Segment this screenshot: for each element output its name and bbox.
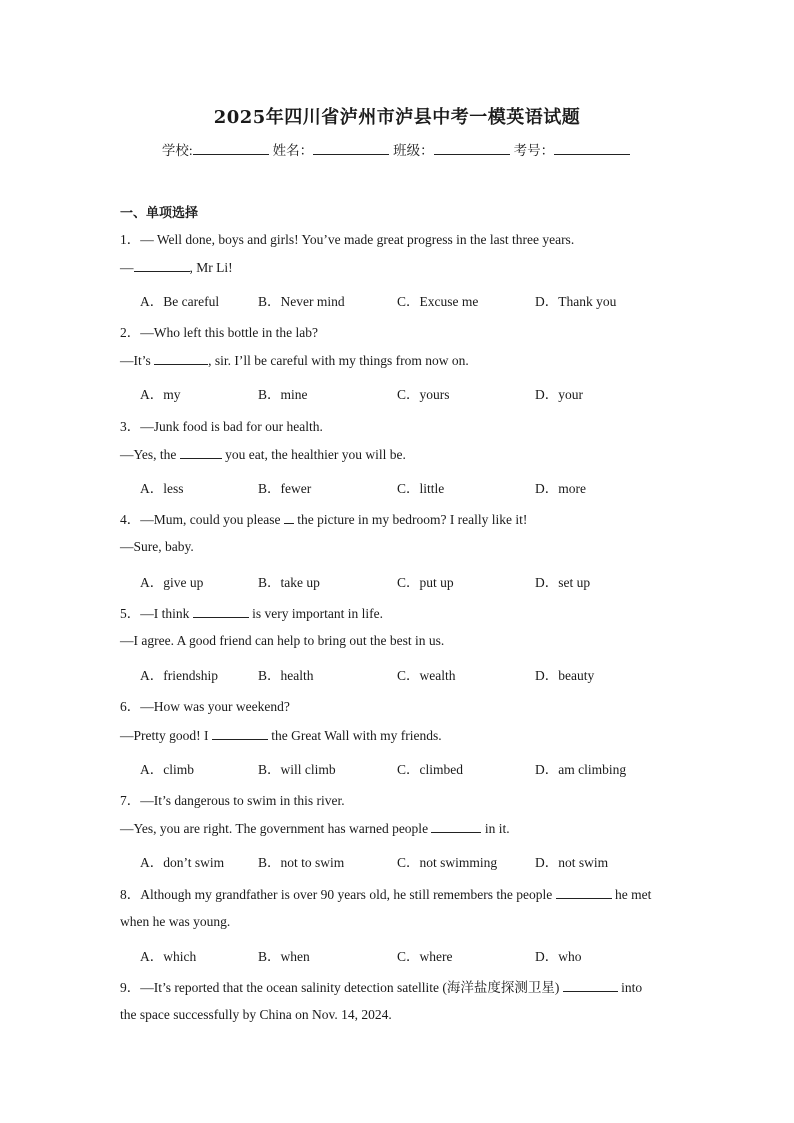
reply-text: —Yes, the xyxy=(120,447,180,462)
option-a[interactable]: A．my xyxy=(140,387,181,402)
question-2-stem xyxy=(120,321,318,341)
question-6-text: 6．—How was your weekend? xyxy=(120,699,290,714)
question-5-text-end: is very important in life. xyxy=(248,606,383,621)
option-c[interactable]: C．not swimming xyxy=(397,855,498,870)
page-title: 2025年四川省泸州市泸县中考一模英语试题 xyxy=(213,107,581,128)
option-c[interactable]: C．Excuse me xyxy=(397,294,479,309)
question-1-stem xyxy=(120,228,574,248)
option-b[interactable]: B．when xyxy=(258,949,310,964)
answer-blank[interactable] xyxy=(563,979,618,992)
option-b[interactable]: B．fewer xyxy=(258,481,312,496)
question-7-text: 7．—It’s dangerous to swim in this river. xyxy=(120,793,345,808)
reply-text-end: you eat, the healthier you will be. xyxy=(221,447,406,462)
option-d[interactable]: D．not swim xyxy=(535,855,609,870)
option-b[interactable]: B．will climb xyxy=(258,762,336,777)
question-2-text: 2．—Who left this bottle in the lab? xyxy=(120,325,318,340)
exam-no-blank[interactable] xyxy=(554,141,630,155)
question-1-text: 1．— Well done, boys and girls! You’ve made great progress in the last three years. xyxy=(120,232,575,247)
option-c[interactable]: C．where xyxy=(397,949,453,964)
reply-text: —Sure, baby. xyxy=(120,539,194,554)
question-9-text-cont: the space successfully by China on Nov. 14, 2024. xyxy=(120,1007,392,1022)
reply-text: —Pretty good! I xyxy=(120,728,212,743)
answer-blank[interactable] xyxy=(193,605,249,618)
reply-text: —It’s xyxy=(120,353,155,368)
section-heading: 一、单项选择 xyxy=(120,206,199,221)
option-d[interactable]: D．Thank you xyxy=(535,294,617,309)
question-8-text-end: he met xyxy=(611,887,652,902)
option-c[interactable]: C．put up xyxy=(397,575,454,590)
question-7-reply xyxy=(120,820,510,837)
answer-blank[interactable] xyxy=(212,727,268,740)
question-2-reply xyxy=(120,352,469,369)
question-6-stem xyxy=(120,695,290,715)
option-d[interactable]: D．more xyxy=(535,481,586,496)
option-b[interactable]: B．Never mind xyxy=(258,294,345,309)
option-b[interactable]: B．not to swim xyxy=(258,855,345,870)
question-9-continuation xyxy=(120,1007,392,1023)
answer-blank[interactable] xyxy=(556,886,612,899)
school-label: 学校: xyxy=(161,143,193,158)
reply-text: — xyxy=(120,260,134,275)
exam-no-label: 考号： xyxy=(513,143,555,158)
question-4-stem xyxy=(120,508,527,528)
reply-text: —I agree. A good friend can help to bring out the best in us. xyxy=(120,633,445,648)
option-a[interactable]: A．don’t swim xyxy=(140,855,225,870)
option-b[interactable]: B．mine xyxy=(258,387,308,402)
reply-text-end: in it. xyxy=(481,821,510,836)
question-5-reply xyxy=(120,633,444,649)
option-c[interactable]: C．yours xyxy=(397,387,450,402)
name-blank[interactable] xyxy=(313,141,389,155)
reply-text-end: the Great Wall with my friends. xyxy=(267,728,442,743)
answer-blank[interactable] xyxy=(431,820,481,833)
question-5-text: 5．—I think xyxy=(120,606,193,621)
question-3-stem xyxy=(120,415,323,435)
answer-blank[interactable] xyxy=(180,446,222,459)
question-8-stem xyxy=(120,883,651,903)
answer-blank[interactable] xyxy=(284,511,294,524)
option-a[interactable]: A．which xyxy=(140,949,197,964)
option-a[interactable]: A．climb xyxy=(140,762,194,777)
option-b[interactable]: B．health xyxy=(258,668,314,683)
answer-blank[interactable] xyxy=(134,259,190,272)
question-9-stem xyxy=(120,976,642,996)
question-3-reply xyxy=(120,446,406,463)
option-c[interactable]: C．climbed xyxy=(397,762,463,777)
name-label: 姓名： xyxy=(272,143,314,158)
reply-text-end: , sir. I’ll be careful with my things from now on. xyxy=(208,353,469,368)
school-blank[interactable] xyxy=(193,141,269,155)
reply-text-end: , Mr Li! xyxy=(189,260,233,275)
question-8-text: 8．Although my grandfather is over 90 years old, he still remembers the people xyxy=(120,887,556,902)
class-label: 班级： xyxy=(393,143,434,158)
question-9-text-end: into xyxy=(617,980,643,995)
question-1-reply xyxy=(120,259,233,276)
option-a[interactable]: A．Be careful xyxy=(140,294,220,309)
question-3-text: 3．—Junk food is bad for our health. xyxy=(120,419,323,434)
class-blank[interactable] xyxy=(434,141,510,155)
student-info-row xyxy=(0,139,794,159)
question-8-text-cont: when he was young. xyxy=(120,914,231,929)
option-a[interactable]: A．friendship xyxy=(140,668,218,683)
question-6-reply xyxy=(120,727,442,744)
option-a[interactable]: A．less xyxy=(140,481,184,496)
option-c[interactable]: C．wealth xyxy=(397,668,456,683)
question-4-text-end: the picture in my bedroom? I really like it! xyxy=(293,512,528,527)
option-b[interactable]: B．take up xyxy=(258,575,320,590)
answer-blank[interactable] xyxy=(154,352,208,365)
question-4-text: 4．—Mum, could you please xyxy=(120,512,284,527)
option-d[interactable]: D．set up xyxy=(535,575,591,590)
question-5-stem xyxy=(120,602,383,622)
question-7-stem xyxy=(120,789,345,809)
option-d[interactable]: D．beauty xyxy=(535,668,595,683)
question-9-text: 9．—It’s reported that the ocean salinity detection satellite (海洋盐度探测卫星) xyxy=(120,980,563,995)
option-d[interactable]: D．your xyxy=(535,387,583,402)
reply-text: —Yes, you are right. The government has warned people xyxy=(120,821,432,836)
option-a[interactable]: A．give up xyxy=(140,575,204,590)
option-d[interactable]: D．who xyxy=(535,949,582,964)
question-4-reply xyxy=(120,539,194,555)
option-d[interactable]: D．am climbing xyxy=(535,762,627,777)
question-8-continuation xyxy=(120,914,230,930)
option-c[interactable]: C．little xyxy=(397,481,445,496)
